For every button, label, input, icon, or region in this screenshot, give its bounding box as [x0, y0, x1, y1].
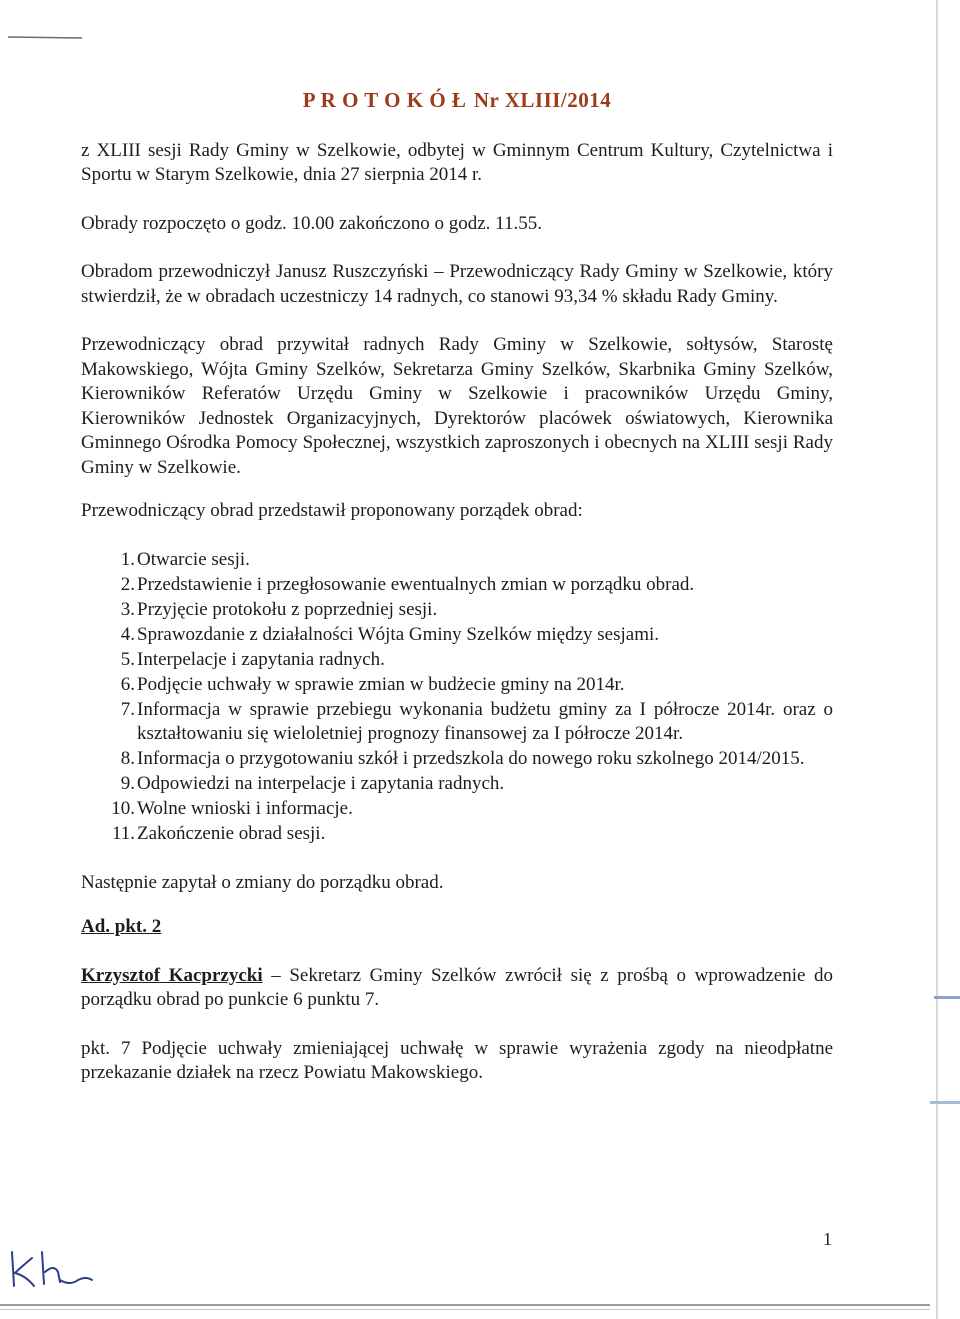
agenda-item: [81, 623, 833, 648]
document-title: [81, 88, 833, 113]
agenda-item: [81, 772, 833, 797]
agenda-item-number: 11.: [111, 823, 135, 844]
title-word: P R O T O K Ó Ł: [302, 88, 467, 112]
agenda-list: [81, 548, 833, 847]
chair-paragraph: Obradom przewodniczył Janusz Ruszczyński – Przewodniczący Rady Gminy w Szelkowie, który stwierdził, że w obradach uczestniczy 14 radnych, co stanowi 93,34 % składu Rady Gminy.: [81, 261, 833, 307]
agenda-item: [81, 822, 833, 847]
agenda-item-text: Odpowiedzi na interpelacje i zapytania radnych.: [137, 773, 505, 794]
point-label: pkt. 7: [81, 1037, 131, 1059]
agenda-item: [81, 548, 833, 573]
intro-paragraph: z XLIII sesji Rady Gminy w Szelkowie, odbytej w Gminnym Centrum Kultury, Czytelnictwa i Sportu w Starym Szelkowie, dnia 27 sierpnia 2014 r.: [81, 139, 833, 185]
agenda-item-number: 2.: [120, 573, 135, 595]
agenda-item: [81, 797, 833, 822]
page-edge: [936, 0, 938, 1319]
agenda-question: Następnie zapytał o zmiany do porządku obrad.: [81, 871, 444, 893]
agenda-item-text: Przyjęcie protokołu z poprzedniej sesji.: [137, 598, 438, 620]
agenda-item-number: 6.: [120, 673, 135, 695]
session-times: Obrady rozpoczęto o godz. 10.00 zakończono o godz. 11.55.: [81, 212, 542, 234]
agenda-item-text: Sprawozdanie z działalności Wójta Gminy Szelków między sesjami.: [137, 623, 660, 645]
agenda-item: [81, 573, 833, 598]
agenda-item: [81, 698, 833, 747]
speaker-name: Krzysztof Kacprzycki: [81, 964, 263, 986]
point-paragraph: [81, 1037, 833, 1086]
agenda-item: [81, 598, 833, 623]
agenda-item-number: 1.: [120, 548, 135, 570]
agenda-item-number: 8.: [120, 748, 135, 769]
page-edge: [0, 1304, 930, 1306]
agenda-item-text: Informacja w sprawie przebiegu wykonania budżetu gminy za I półrocze 2014r. oraz o kształtowaniu się wieloletniej prognozy finansowej za I półrocze 2014r.: [137, 698, 833, 744]
agenda-item-text: Interpelacje i zapytania radnych.: [137, 648, 385, 670]
scan-mark: [8, 36, 82, 39]
agenda-item-text: Informacja o przygotowaniu szkół i przedszkola do nowego roku szkolnego 2014/2015.: [137, 748, 805, 769]
section-heading: Ad. pkt. 2: [81, 916, 162, 937]
welcome-paragraph: Przewodniczący obrad przywitał radnych Rady Gminy w Szelkowie, sołtysów, Starostę Makowskiego, Wójta Gminy Szelków, Sekretarza Gminy Szelków, Skarbnika Gminy Szelków, Kierowników Referatów Urzędu Gminy w Szelkowie i pracowników Urzędu Gminy, Kierowników Jednostek Organizacyjnych, Dyrektorów placówek oświatowych, Kierownika Gminnego Ośrodka Pomocy Społecznej, wszystkich zaproszonych i obecnych na XLIII sesji Rady Gminy w Szelkowie.: [81, 334, 833, 478]
agenda-item-number: 4.: [120, 623, 135, 645]
speaker-text: – Sekretarz Gminy Szelków zwrócił się z prośbą o wprowadzenie do porządku obrad po punkcie 6 punktu 7.: [81, 964, 833, 1010]
scan-mark: [930, 1101, 960, 1104]
agenda-item-text: Wolne wnioski i informacje.: [137, 798, 353, 819]
document-body: [81, 88, 833, 1086]
agenda-item: [81, 673, 833, 698]
speaker-paragraph: [81, 964, 833, 1013]
page-edge: [0, 1309, 930, 1310]
title-number: Nr XLIII/2014: [473, 88, 612, 112]
agenda-item-text: Podjęcie uchwały w sprawie zmian w budżecie gminy na 2014r.: [137, 673, 625, 695]
agenda-item: [81, 747, 833, 772]
agenda-item-text: Zakończenie obrad sesji.: [137, 823, 326, 844]
scan-mark: [934, 996, 960, 999]
agenda-item-text: Otwarcie sesji.: [137, 548, 250, 570]
agenda-item-number: 10.: [111, 798, 135, 819]
agenda-item-text: Przedstawienie i przegłosowanie ewentualnych zmian w porządku obrad.: [137, 573, 695, 595]
page-number: 1: [823, 1229, 832, 1249]
agenda-item-number: 7.: [120, 698, 135, 720]
agenda-intro: Przewodniczący obrad przedstawił proponowany porządek obrad:: [81, 500, 583, 521]
agenda-item-number: 9.: [120, 773, 135, 794]
agenda-item-number: 5.: [120, 648, 135, 670]
point-text: Podjęcie uchwały zmieniającej uchwałę w sprawie wyrażenia zgody na nieodpłatne przekazanie działek na rzecz Powiatu Makowskiego.: [81, 1037, 834, 1083]
agenda-item: [81, 648, 833, 673]
agenda-item-number: 3.: [120, 598, 135, 620]
signature-initials: [4, 1246, 96, 1290]
